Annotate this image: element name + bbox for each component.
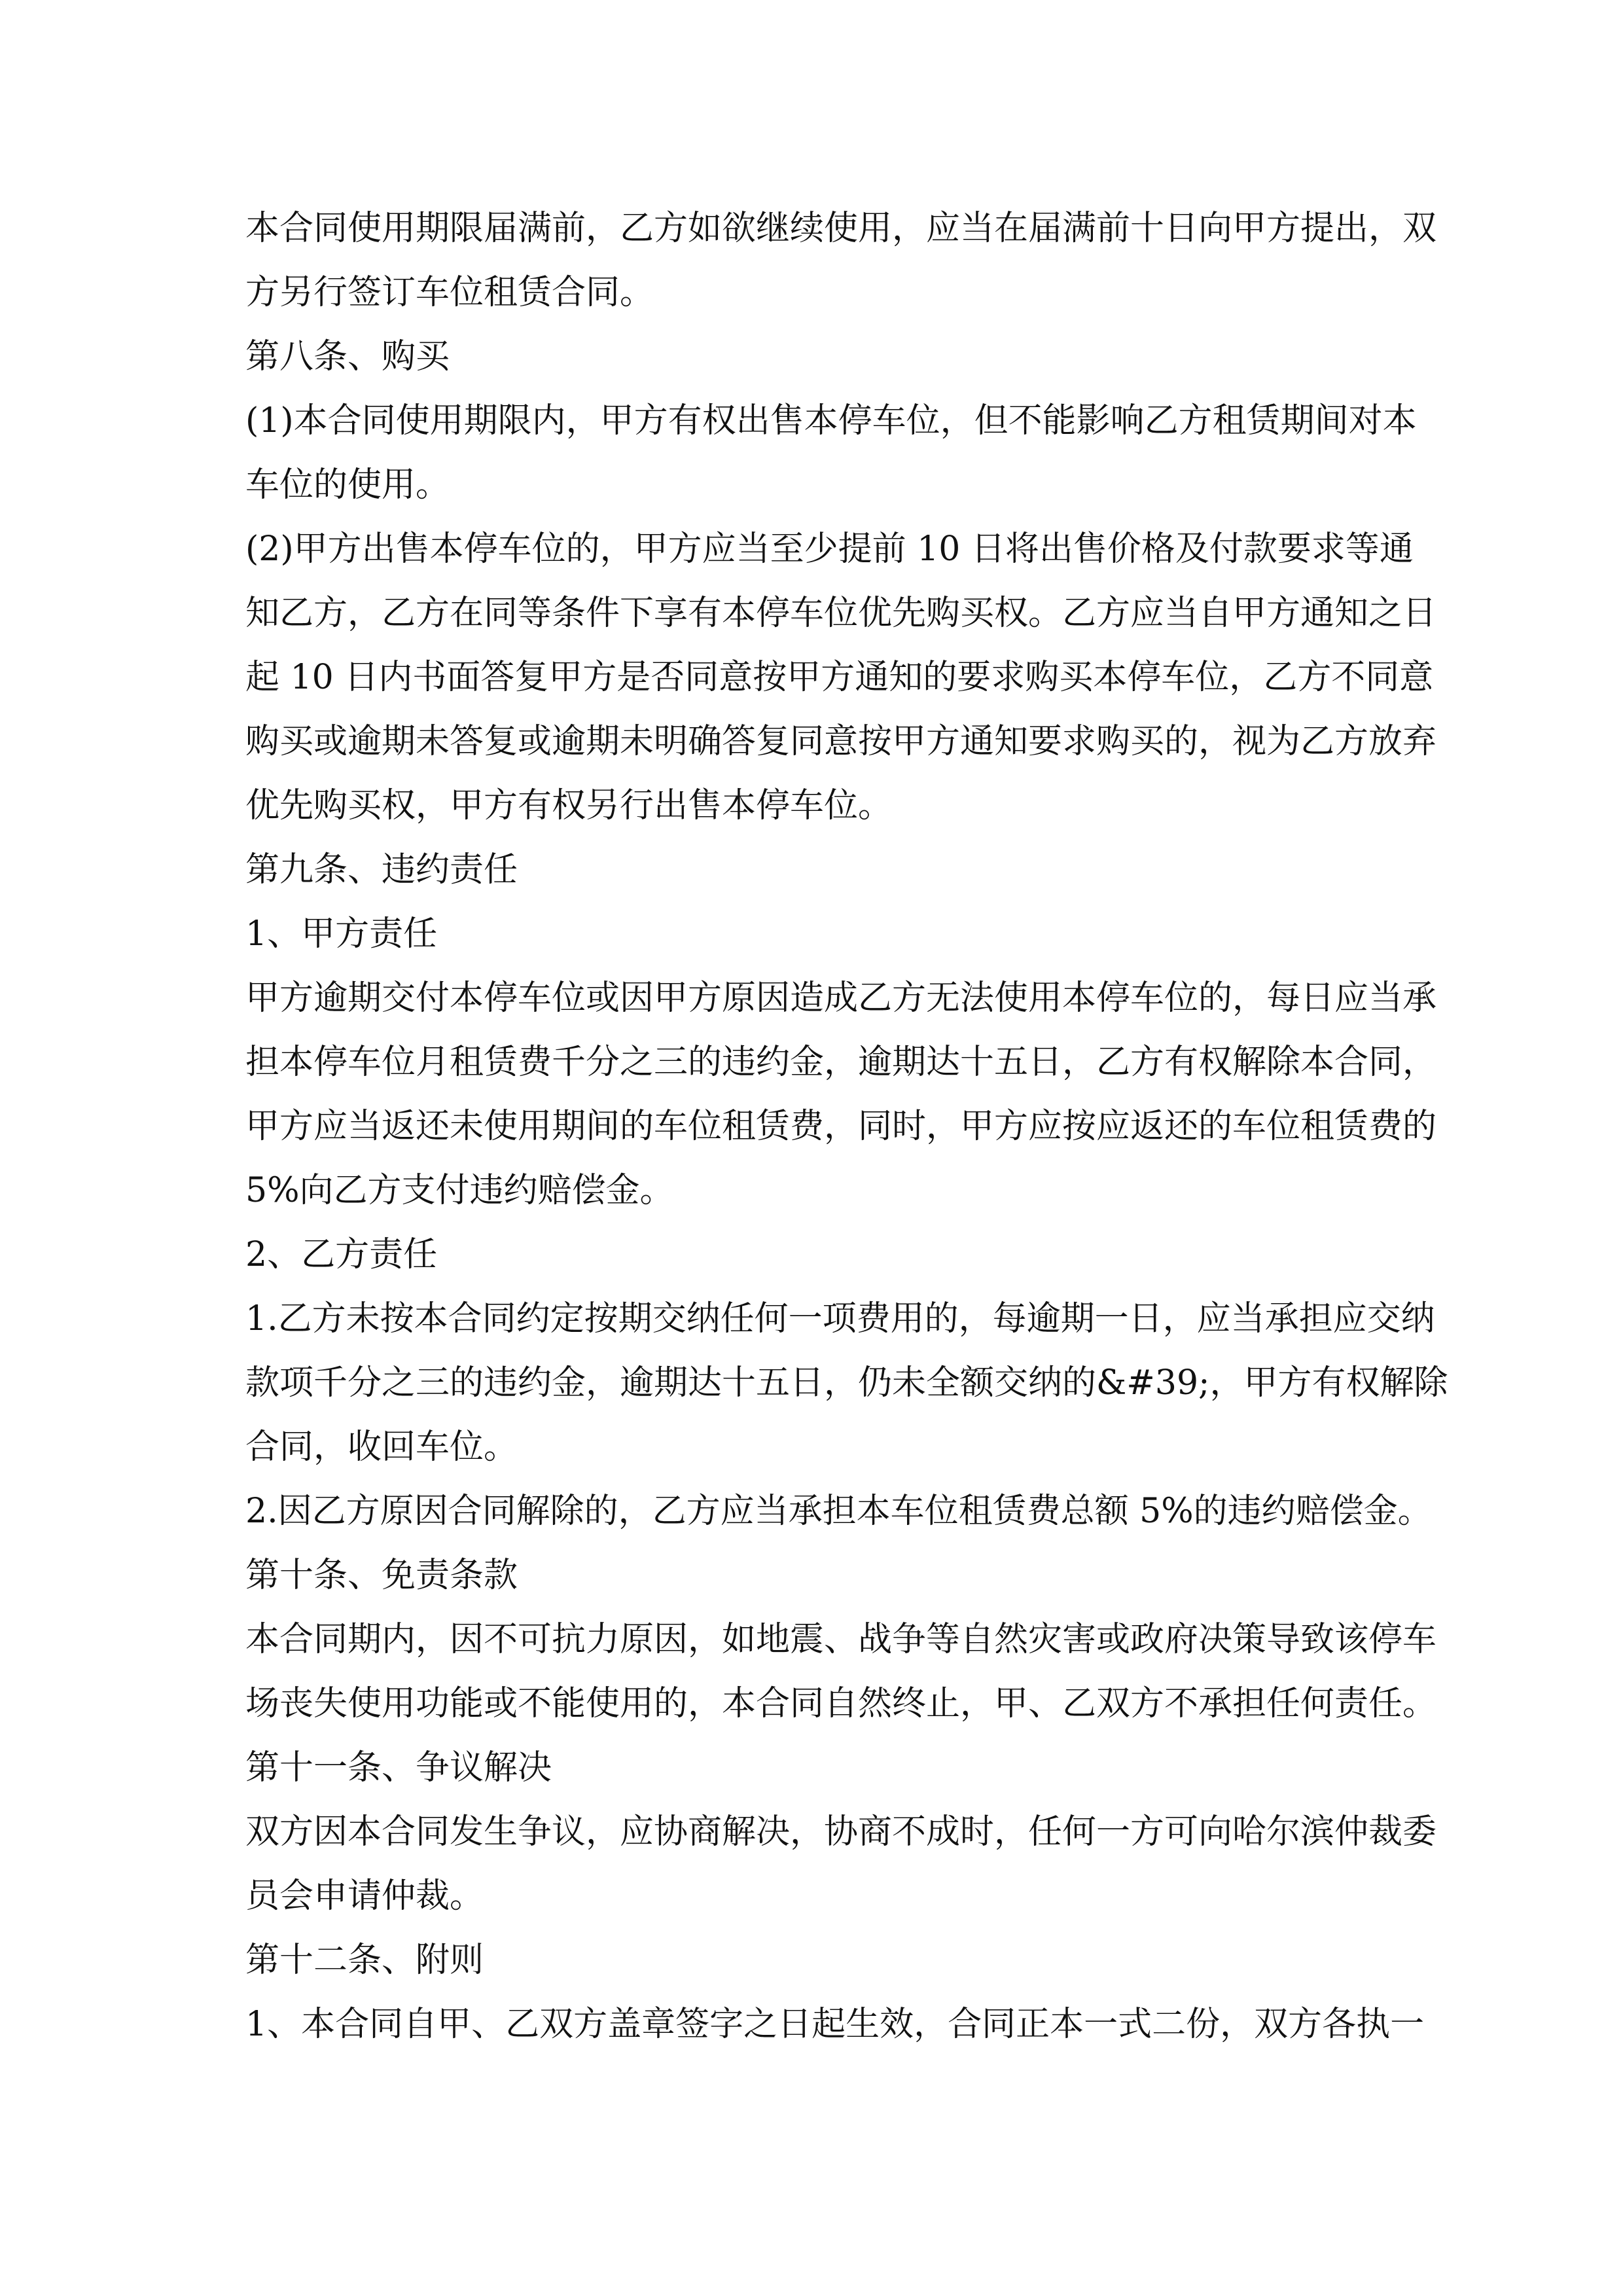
paragraph-line: (2)甲方出售本停车位的，甲方应当至少提前 10 日将出售价格及付款要求等通 <box>245 529 1414 569</box>
paragraph-line: 甲方逾期交付本停车位或因甲方原因造成乙方无法使用本停车位的，每日应当承 <box>245 978 1437 1018</box>
paragraph-line: 2.因乙方原因合同解除的，乙方应当承担本车位租赁费总额 5%的违约赔偿金。 <box>245 1492 1432 1531</box>
paragraph-line: 本合同使用期限届满前，乙方如欲继续使用，应当在届满前十日向甲方提出，双 <box>245 209 1437 248</box>
paragraph-line: 购买或逾期未答复或逾期未明确答复同意按甲方通知要求购买的，视为乙方放弃 <box>245 722 1437 761</box>
paragraph-line: 5%向乙方支付违约赔偿金。 <box>245 1171 674 1210</box>
paragraph-line: 起 10 日内书面答复甲方是否同意按甲方通知的要求购买本停车位，乙方不同意 <box>245 658 1434 697</box>
paragraph-line: 方另行签订车位租赁合同。 <box>245 273 654 312</box>
paragraph-line: 优先购买权，甲方有权另行出售本停车位。 <box>245 786 893 825</box>
paragraph-line: 本合同期内，因不可抗力原因，如地震、战争等自然灾害或政府决策导致该停车 <box>245 1620 1437 1659</box>
article-heading-11: 第十一条、争议解决 <box>245 1748 552 1787</box>
paragraph-line: 知乙方，乙方在同等条件下享有本停车位优先购买权。乙方应当自甲方通知之日 <box>245 594 1437 633</box>
paragraph-line: 场丧失使用功能或不能使用的，本合同自然终止，甲、乙双方不承担任何责任。 <box>245 1684 1437 1723</box>
contract-text <box>245 196 1448 2056</box>
article-heading-9: 第九条、违约责任 <box>245 850 518 889</box>
paragraph-line: 甲方应当返还未使用期间的车位租赁费，同时，甲方应按应返还的车位租赁费的 <box>245 1107 1437 1146</box>
paragraph-line: 合同，收回车位。 <box>245 1427 518 1467</box>
paragraph-line: 1.乙方未按本合同约定按期交纳任何一项费用的，每逾期一日，应当承担应交纳 <box>245 1299 1435 1338</box>
paragraph-line: 双方因本合同发生争议，应协商解决，协商不成时，任何一方可向哈尔滨仲裁委 <box>245 1812 1437 1852</box>
subheading-party-b: 2、乙方责任 <box>245 1235 438 1274</box>
article-heading-12: 第十二条、附则 <box>245 1941 484 1980</box>
paragraph-line: (1)本合同使用期限内，甲方有权出售本停车位，但不能影响乙方租赁期间对本 <box>245 401 1417 440</box>
paragraph-line: 担本停车位月租赁费千分之三的违约金，逾期达十五日，乙方有权解除本合同， <box>245 1043 1437 1082</box>
article-heading-10: 第十条、免责条款 <box>245 1556 518 1595</box>
paragraph-line: 1、本合同自甲、乙双方盖章签字之日起生效，合同正本一式二份，双方各执一 <box>245 2005 1425 2044</box>
subheading-party-a: 1、甲方责任 <box>245 914 438 954</box>
paragraph-line: 车位的使用。 <box>245 465 450 505</box>
paragraph-line: 款项千分之三的违约金，逾期达十五日，仍未全额交纳的&#39;，甲方有权解除 <box>245 1363 1448 1403</box>
article-heading-8: 第八条、购买 <box>245 337 450 376</box>
paragraph-line: 员会申请仲裁。 <box>245 1876 484 1916</box>
